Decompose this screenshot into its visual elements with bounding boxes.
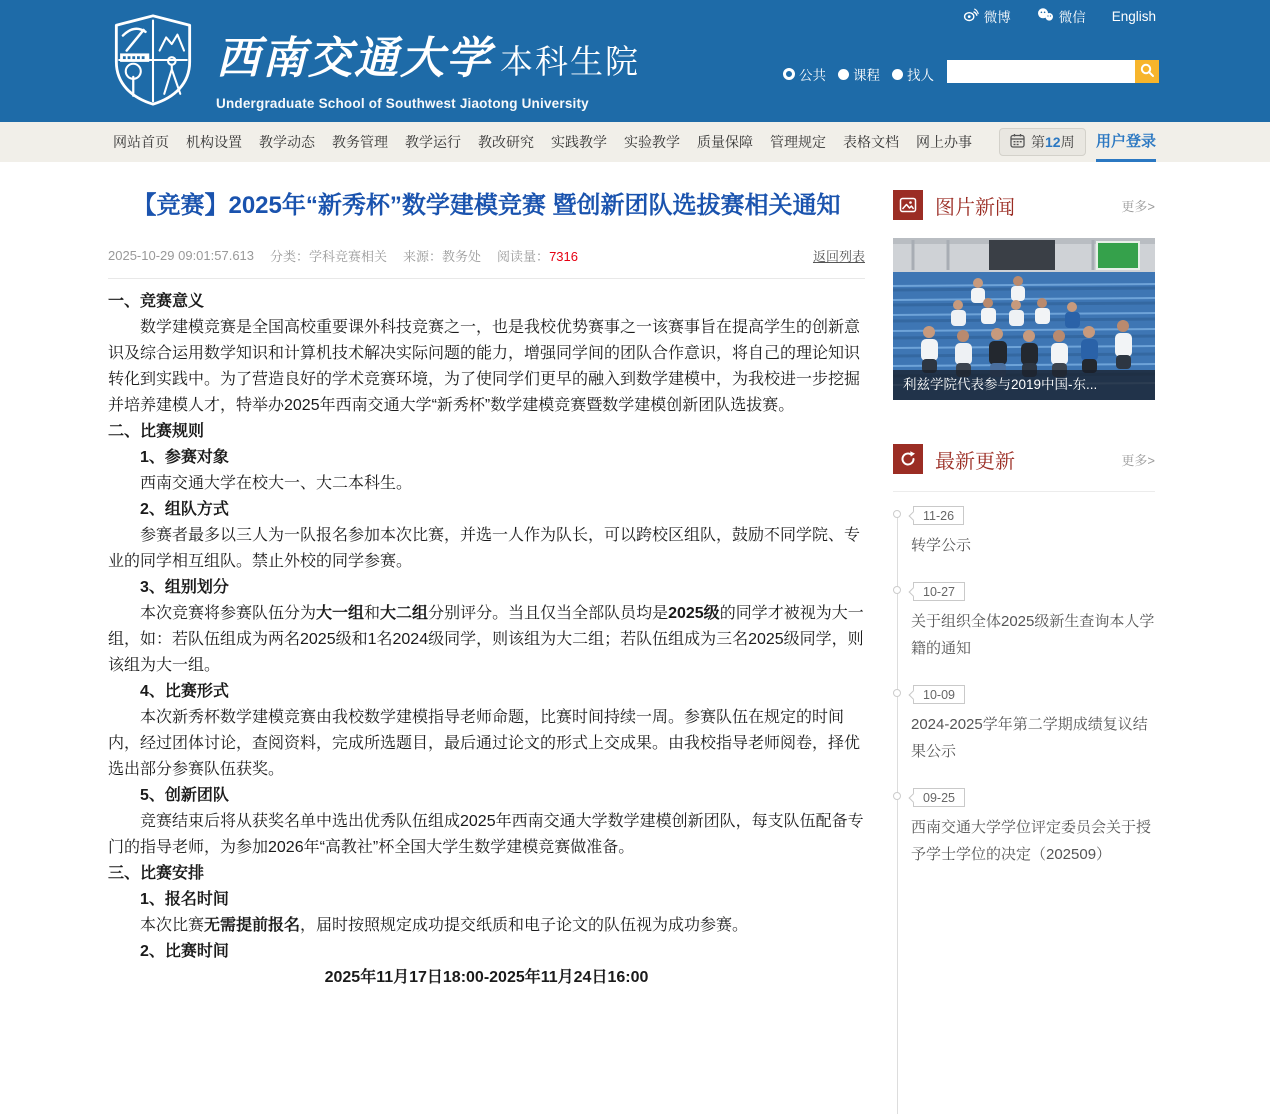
nav-item[interactable]: 实验教学	[624, 134, 680, 150]
picture-icon	[893, 190, 923, 220]
article-title: 【竞赛】2025年“新秀杯”数学建模竞赛 暨创新团队选拔赛相关通知	[132, 192, 841, 219]
article-block-p: 数学建模竞赛是全国高校重要课外科技竞赛之一，也是我校优势赛事之一该赛事旨在提高学生的创新意识及综合运用数学知识和计算机技术解决实际问题的能力，增强同学间的团队合作意识，将自己的理论知识转化到实践中。为了营造良好的学术竞赛环境，为了使同学们更早的融入到数学建模中，为我校进一步挖掘并培养建模人才，特举办2025年西南交通大学“新秀杯”数学建模竞赛暨数学建模创新团队选拔赛。	[108, 319, 861, 414]
views-count: 7316	[549, 249, 578, 264]
radio-label: 公共	[799, 68, 826, 83]
search-scope-radio[interactable]	[838, 64, 880, 84]
search-scope-radios	[783, 64, 934, 84]
nav-item[interactable]: 表格文档	[843, 134, 899, 150]
back-to-list-link[interactable]: 返回列表	[812, 249, 865, 264]
article-meta	[108, 246, 865, 265]
timeline-date-badge: 11-26	[913, 506, 964, 525]
radio-selected-icon	[783, 68, 795, 80]
article-block-p: 竞赛结束后将从获奖名单中选出优秀队伍组成2025年西南交通大学数学建模创新团队，每支队伍配备专门的指导老师，为参加2026年“高教社”杯全国大学生数学建模竞赛做准备。	[108, 813, 864, 856]
wechat-icon	[1037, 7, 1054, 25]
article-block-h1: 二、比赛规则	[108, 423, 205, 440]
latest-updates-header	[893, 444, 1155, 474]
article-block-h2: 4、比赛形式	[140, 683, 229, 700]
source: 来源：教务处	[403, 249, 482, 264]
weibo-link[interactable]	[963, 6, 1011, 26]
brand-text	[216, 12, 640, 111]
brand-english-name: Undergraduate School of Southwest Jiaotong University	[216, 96, 589, 111]
article-block-center: 2025年11月17日18:00-2025年11月24日16:00	[324, 969, 649, 986]
topbar	[963, 6, 1156, 26]
photo-news-header	[893, 190, 1155, 220]
week-number: 12	[1045, 134, 1061, 150]
sidebar	[893, 190, 1155, 891]
timeline-date-badge: 10-27	[913, 582, 965, 601]
category: 分类：学科竞赛相关	[270, 249, 388, 264]
site-header	[0, 0, 1270, 122]
article-block-h2: 2、组队方式	[140, 501, 229, 518]
views: 阅读量：7316	[497, 249, 578, 264]
timeline-item[interactable]	[893, 582, 1155, 662]
nav-item[interactable]: 教改研究	[478, 134, 534, 150]
brand[interactable]	[106, 12, 640, 113]
week-badge	[999, 128, 1086, 156]
searchbox	[947, 60, 1159, 83]
english-link[interactable]	[1112, 9, 1156, 24]
article	[108, 190, 865, 991]
wechat-link[interactable]	[1037, 6, 1086, 26]
timeline-dot-icon	[893, 586, 901, 594]
article-body	[108, 289, 865, 991]
refresh-icon	[893, 444, 923, 474]
timeline-item-title[interactable]: 2024-2025学年第二学期成绩复议结果公示	[911, 716, 1148, 760]
main-nav	[0, 122, 1270, 162]
nav-item[interactable]: 教学运行	[405, 134, 461, 150]
english-label: English	[1111, 8, 1156, 24]
article-block-h2: 2、比赛时间	[140, 943, 229, 960]
article-block-p: 西南交通大学在校大一、大二本科生。	[140, 475, 413, 492]
sidebar-divider	[893, 491, 1155, 492]
radio-icon	[892, 69, 903, 80]
brand-chinese-name: 西南交通大学	[216, 33, 492, 84]
search-button[interactable]	[1135, 60, 1159, 83]
nav-item[interactable]: 网上办事	[916, 134, 972, 150]
weibo-icon	[963, 7, 979, 25]
nav-item[interactable]: 机构设置	[186, 134, 242, 150]
timeline-item[interactable]	[893, 506, 1155, 559]
article-block-h2: 3、组别划分	[140, 579, 229, 596]
publish-datetime: 2025-10-29 09:01:57.613	[108, 248, 255, 263]
search-icon	[1140, 63, 1154, 80]
photo-news-title: 图片新闻	[935, 196, 1015, 219]
article-block-h2: 1、报名时间	[140, 891, 229, 908]
timeline-item-title[interactable]: 关于组织全体2025级新生查询本人学籍的通知	[911, 613, 1155, 657]
search-input[interactable]	[947, 60, 1135, 83]
timeline-dot-icon	[893, 792, 901, 800]
timeline-item-title[interactable]: 转学公示	[911, 537, 972, 554]
timeline-dot-icon	[893, 510, 901, 518]
wechat-label: 微信	[1058, 10, 1086, 25]
timeline-item[interactable]	[893, 788, 1155, 868]
radio-label: 课程	[853, 68, 880, 83]
photo-news-caption[interactable]: 利兹学院代表参与2019中国-东...	[893, 370, 1155, 400]
timeline-item-title[interactable]: 西南交通大学学位评定委员会关于授予学士学位的决定（202509）	[911, 819, 1152, 863]
search-scope-radio[interactable]	[892, 64, 934, 84]
nav-item[interactable]: 质量保障	[697, 134, 753, 150]
article-block-p: 本次新秀杯数学建模竞赛由我校数学建模指导老师命题，比赛时间持续一周。参赛队伍在规定的时间内，经过团体讨论，查阅资料，完成所选题目，最后通过论文的形式上交成果。由我校指导老师阅卷，择优选出部分参赛队伍获奖。	[108, 709, 861, 778]
timeline-date-badge: 10-09	[913, 685, 965, 704]
radio-label: 找人	[907, 68, 934, 83]
photo-news-item[interactable]	[893, 238, 1155, 400]
article-block-h2: 1、参赛对象	[140, 449, 229, 466]
article-block-p: 参赛者最多以三人为一队报名参加本次比赛，并选一人作为队长，可以跨校区组队，鼓励不同学院、专业的同学相互组队。禁止外校的同学参赛。	[108, 527, 861, 570]
latest-updates-more-link[interactable]: 更多>	[1121, 452, 1155, 468]
weibo-label: 微博	[983, 10, 1011, 25]
article-block-h2: 5、创新团队	[140, 787, 229, 804]
nav-item[interactable]: 教学动态	[259, 134, 315, 150]
nav-item[interactable]: 教务管理	[332, 134, 388, 150]
nav-items	[113, 132, 989, 152]
nav-item[interactable]: 管理规定	[770, 134, 826, 150]
nav-item[interactable]: 实践教学	[551, 134, 607, 150]
timeline-dot-icon	[893, 689, 901, 697]
article-block-p: 本次竞赛将参赛队伍分为大一组和大二组分别评分。当且仅当全部队员均是2025级的同学才被视为大一组，如：若队伍组成为两名2025级和1名2024级同学，则该组为大二组；若队伍组成为三名2025级同学，则该组为大一组。	[108, 605, 864, 674]
user-login-button[interactable]: 用户登录	[1096, 122, 1156, 162]
radio-icon	[838, 69, 849, 80]
brand-suffix: 本科生院	[500, 43, 640, 80]
article-block-h1: 三、比赛安排	[108, 865, 205, 882]
photo-news-more-link[interactable]: 更多>	[1121, 198, 1155, 214]
nav-item[interactable]: 网站首页	[113, 134, 169, 150]
university-crest-logo	[106, 12, 200, 113]
search-scope-radio[interactable]	[783, 64, 826, 84]
week-label: 第12周	[1031, 134, 1075, 150]
article-block-h1: 一、竞赛意义	[108, 293, 205, 310]
timeline-date-badge: 09-25	[913, 788, 965, 807]
meta-divider	[108, 278, 865, 279]
latest-updates-title: 最新更新	[935, 450, 1015, 473]
article-block-p: 本次比赛无需提前报名，届时按照规定成功提交纸质和电子论文的队伍视为成功参赛。	[140, 917, 749, 934]
timeline-item[interactable]	[893, 685, 1155, 765]
latest-updates-timeline	[893, 506, 1155, 868]
calendar-icon	[1010, 133, 1025, 151]
